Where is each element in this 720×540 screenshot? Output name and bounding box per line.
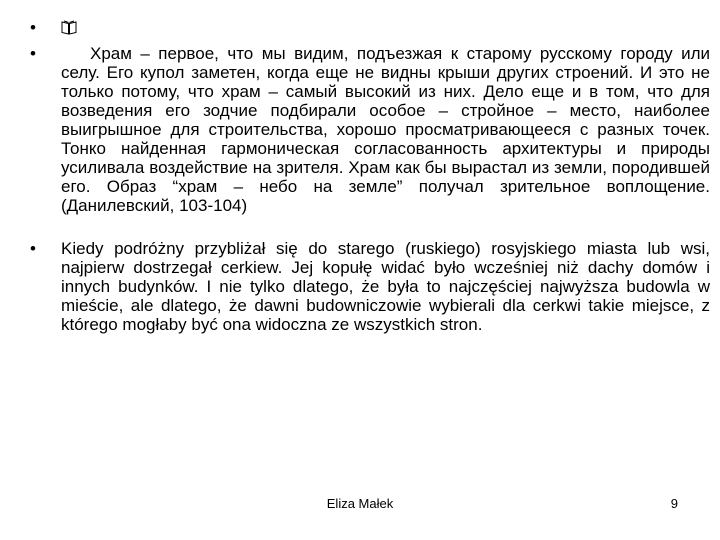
bullet-dot: • [30,18,36,37]
book-icon [61,20,77,35]
polish-paragraph: Kiedy podróżny przybliżał się do starego (ruskiego) rosyjskiego miasta lub wsi, najpierw dostrzegał cerkiew. Jej kopułę widać było wcześniej niż dachy domów i innych budynków. I nie tylko dlatego, że była to najczęściej najwyższa budowla w mieście, ale dlatego, że dawni budowniczowie wybierali dla cerkwi takie miejsce, z którego mogłaby być ona widoczna ze wszystkich stron. [61,239,710,334]
bullet-item-polish-text [30,239,710,334]
bullet-list [30,18,710,334]
bullet-item-icon [30,18,710,37]
bullet-dot: • [30,239,36,258]
bullet-item-russian-text [30,44,710,215]
russian-paragraph: Храм – первое, что мы видим, подъезжая к старому русскому городу или селу. Его купол заметен, когда еще не видны крыши других строений. И это не только потому, что храм – самый высокий из них. Дело еще и в том, что для возведения его зодчие подбирали особое – стройное – место, наиболее выигрышное для строительства, хорошо просматривающееся с разных точек. Тонко найденная гармоническая согласованность архитектуры и природы усиливала воздействие на зрителя. Храм как бы вырастал из земли, породившей его. Образ “храм – небо на земле” получал зрительное воплощение. (Данилевский, 103-104) [61,44,710,215]
page-number: 9 [670,496,678,511]
footer-author: Eliza Małek [326,496,394,511]
bullet-dot: • [30,44,36,63]
